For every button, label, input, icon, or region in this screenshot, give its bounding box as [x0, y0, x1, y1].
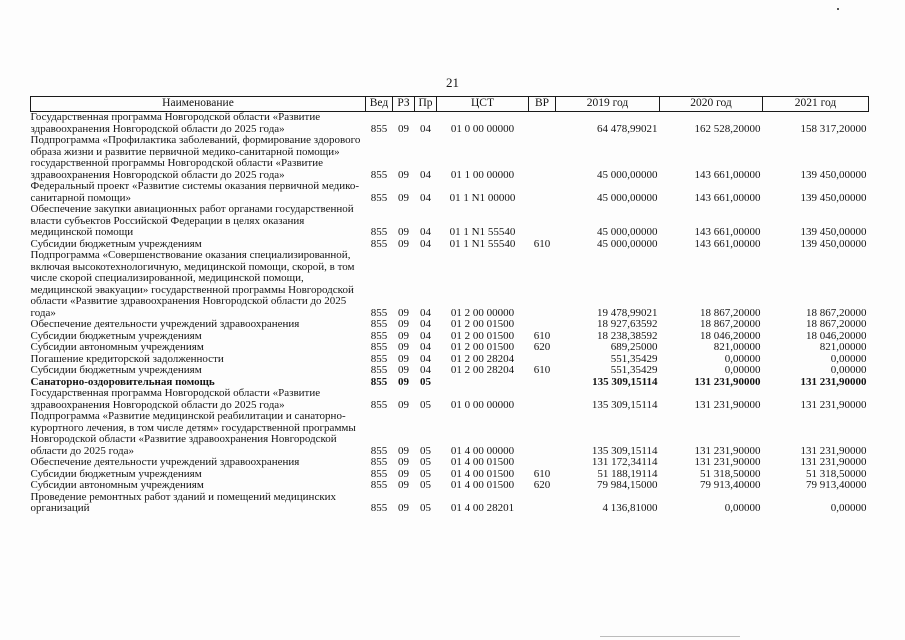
row-cst: 01 2 00 00000: [450, 306, 515, 319]
row-pr: 05: [420, 502, 431, 514]
row-pr: 04: [420, 191, 431, 204]
row-amount-2020: 143 661,00000: [694, 226, 761, 238]
row-ved: 855: [370, 306, 388, 319]
row-name: Федеральный проект «Развитие системы оказания первичной медико-санитарной помощи»: [30, 180, 360, 204]
row-vr: [529, 181, 556, 204]
row-ved: 855: [370, 226, 388, 238]
row-amount-2020: 0,00000: [724, 364, 761, 376]
row-amount-2019: 64 478,99021: [597, 122, 658, 135]
row-pr: 05: [420, 444, 431, 457]
row-amount-2020: 131 231,90000: [694, 398, 761, 411]
row-pr: 04: [420, 364, 431, 376]
row-rz: 09: [398, 168, 409, 181]
row-ved: 855: [370, 341, 388, 353]
table-row: [31, 112, 869, 136]
row-vr: [529, 135, 556, 181]
row-amount-2020: 131 231,90000: [694, 444, 761, 457]
row-name: Подпрограмма «Совершенствование оказания специализированной, включая высокотехнологичную, медицинской помощи, скорой, в том числе скорой специализированной, медицинской помощи, медицинской эвакуации» государственной программы Новгородской области «Развитие здравоохранения Новгородской области до 2025 года»: [30, 249, 355, 319]
row-cst: 01 2 00 01500: [450, 341, 515, 353]
row-rz: 09: [398, 341, 409, 353]
row-ved: 855: [370, 318, 388, 330]
row-rz: 09: [398, 306, 409, 319]
row-vr: 620: [533, 341, 551, 353]
header-name: Наименование: [31, 97, 366, 112]
row-amount-2019: 18 927,63592: [597, 318, 658, 330]
row-cst: 01 4 00 01500: [450, 467, 515, 480]
row-cst: 01 4 00 01500: [450, 479, 515, 491]
row-amount-2019: 4 136,81000: [602, 502, 658, 514]
row-amount-2021: 18 867,20000: [806, 318, 867, 330]
row-name: Проведение ремонтных работ зданий и помещений медицинских организаций: [30, 490, 337, 514]
row-amount-2019: 45 000,00000: [597, 168, 658, 181]
row-name: Субсидии бюджетным учреждениям: [30, 329, 202, 342]
row-amount-2021: 131 231,90000: [800, 375, 867, 388]
row-amount-2021: 18 046,20000: [806, 329, 867, 342]
table-row: [31, 181, 869, 204]
row-cst: 01 2 00 01500: [450, 329, 515, 342]
row-amount-2021: 18 867,20000: [806, 306, 867, 319]
row-vr: [529, 112, 556, 136]
header-pr: Пр: [415, 97, 437, 112]
row-vr: [529, 204, 556, 239]
row-rz: 09: [398, 329, 409, 342]
row-ved: 855: [370, 467, 388, 480]
table-row: [31, 204, 869, 239]
row-amount-2019: 45 000,00000: [597, 226, 658, 238]
row-cst: 01 4 00 01500: [450, 456, 515, 468]
row-vr: [529, 250, 556, 319]
row-pr: 04: [420, 352, 431, 365]
row-amount-2021: 139 450,00000: [800, 191, 867, 204]
row-amount-2019: 551,35429: [610, 364, 658, 376]
row-amount-2019: 79 984,15000: [597, 479, 658, 491]
row-amount-2020: 143 661,00000: [694, 237, 761, 250]
scan-speck: [837, 8, 839, 10]
row-vr: [529, 492, 556, 515]
row-amount-2021: 79 913,40000: [806, 479, 867, 491]
row-name: Государственная программа Новгородской области «Развитие здравоохранения Новгородской области до 2025 года»: [30, 387, 321, 411]
row-name: Обеспечение деятельности учреждений здравоохранения: [30, 318, 300, 330]
row-amount-2020: 51 318,50000: [700, 467, 761, 480]
header-2020: 2020 год: [660, 97, 763, 112]
table-row: [31, 492, 869, 515]
row-name: Субсидии бюджетным учреждениям: [30, 364, 202, 376]
row-amount-2021: 139 450,00000: [800, 226, 867, 238]
row-ved: 855: [370, 479, 388, 491]
row-pr: 04: [420, 226, 431, 238]
row-ved: 855: [370, 352, 388, 365]
row-amount-2019: 135 309,15114: [591, 398, 658, 411]
row-amount-2020: 162 528,20000: [694, 122, 761, 135]
row-amount-2020: 821,00000: [713, 341, 761, 353]
header-cst: ЦСТ: [437, 97, 529, 112]
row-ved: 855: [370, 168, 388, 181]
row-cst: 01 2 00 01500: [450, 318, 515, 330]
row-amount-2020: 18 867,20000: [700, 306, 761, 319]
row-name: Санаторно-оздоровительная помощь: [30, 375, 215, 388]
row-name: Субсидии бюджетным учреждениям: [30, 237, 202, 250]
row-ved: 855: [370, 375, 388, 388]
row-rz: 09: [398, 398, 409, 411]
row-pr: 05: [420, 456, 431, 468]
row-cst: 01 2 00 28204: [450, 364, 515, 376]
row-vr: 620: [533, 479, 551, 491]
row-ved: 855: [370, 444, 388, 457]
row-vr: 610: [533, 467, 551, 480]
row-pr: 04: [420, 168, 431, 181]
row-amount-2020: 131 231,90000: [694, 375, 761, 388]
row-rz: 09: [398, 456, 409, 468]
row-vr: 610: [533, 329, 551, 342]
row-ved: 855: [370, 398, 388, 411]
row-amount-2021: 131 231,90000: [800, 444, 867, 457]
table-body: [31, 112, 869, 515]
row-rz: 09: [398, 467, 409, 480]
row-cst: 01 0 00 00000: [450, 122, 515, 135]
row-pr: 05: [420, 467, 431, 480]
row-name: Погашение кредиторской задолженности: [30, 352, 224, 365]
row-amount-2020: 0,00000: [724, 502, 761, 514]
row-amount-2021: 51 318,50000: [806, 467, 867, 480]
row-amount-2019: 19 478,99021: [597, 306, 658, 319]
row-rz: 09: [398, 479, 409, 491]
row-cst: [437, 377, 529, 389]
row-amount-2020: 131 231,90000: [694, 456, 761, 468]
row-name: Субсидии бюджетным учреждениям: [30, 467, 202, 480]
row-amount-2019: 135 309,15114: [591, 444, 658, 457]
row-amount-2019: 131 172,34114: [591, 456, 658, 468]
table-row: [31, 480, 869, 492]
row-vr: 610: [533, 237, 551, 250]
row-name: Подпрограмма «Развитие медицинской реабилитации и санаторно-курортного лечения, в том числе детям» государственной программы Новгородской области «Развитие здравоохранения Новгородской области до 2025 года»: [30, 410, 356, 457]
row-amount-2019: 18 238,38592: [597, 329, 658, 342]
row-rz: 09: [398, 502, 409, 514]
row-rz: 09: [398, 318, 409, 330]
row-amount-2021: 821,00000: [819, 341, 867, 353]
row-ved: 855: [370, 191, 388, 204]
row-amount-2019: 135 309,15114: [592, 375, 658, 388]
table-row: [31, 319, 869, 331]
row-cst: 01 1 N1 55540: [449, 237, 516, 250]
row-cst: 01 4 00 00000: [450, 444, 515, 457]
row-rz: 09: [398, 191, 409, 204]
row-amount-2020: 143 661,00000: [694, 191, 761, 204]
row-amount-2019: 51 188,19114: [597, 467, 658, 480]
table-row: [31, 250, 869, 319]
row-amount-2021: 0,00000: [830, 352, 867, 365]
header-vr: ВР: [529, 97, 556, 112]
row-amount-2019: 45 000,00000: [597, 237, 658, 250]
row-ved: 855: [370, 122, 388, 135]
row-pr: 04: [420, 341, 431, 353]
row-pr: 05: [420, 479, 431, 491]
row-name: Обеспечение закупки авиационных работ органами государственной власти субъектов Российской Федерации в целях оказания медицинской помощи: [30, 203, 354, 238]
row-ved: 855: [370, 237, 388, 250]
row-ved: 855: [370, 364, 388, 376]
table-row: [31, 135, 869, 181]
row-pr: 05: [420, 398, 431, 411]
row-pr: 04: [420, 329, 431, 342]
row-cst: 01 1 00 00000: [450, 168, 515, 181]
row-name: Подпрограмма «Профилактика заболеваний, формирование здорового образа жизни и развитие первичной медико-санитарной помощи» государственной программы Новгородской области «Развитие здравоохранения Новгородской области до 2025 года»: [30, 134, 361, 181]
row-amount-2019: 689,25000: [610, 341, 658, 353]
row-vr: [529, 388, 556, 411]
row-rz: 09: [398, 352, 409, 365]
row-rz: 09: [398, 375, 409, 388]
row-amount-2021: 139 450,00000: [800, 168, 867, 181]
row-cst: 01 4 00 28201: [450, 502, 515, 514]
row-amount-2021: 131 231,90000: [800, 398, 867, 411]
row-amount-2020: 18 867,20000: [700, 318, 761, 330]
page-number: 21: [446, 75, 459, 90]
header-rz: РЗ: [393, 97, 415, 112]
row-cst: 01 2 00 28204: [450, 352, 515, 365]
row-rz: 09: [398, 226, 409, 238]
row-rz: 09: [398, 364, 409, 376]
table-header-row: [31, 97, 869, 112]
row-pr: 04: [420, 237, 431, 250]
row-ved: 855: [370, 456, 388, 468]
row-rz: 09: [398, 122, 409, 135]
row-pr: 04: [420, 122, 431, 135]
row-name: Субсидии автономным учреждениям: [30, 341, 204, 353]
row-ved: 855: [370, 502, 388, 514]
table-row: [31, 342, 869, 354]
table-row: [31, 365, 869, 377]
header-2019: 2019 год: [556, 97, 660, 112]
row-cst: 01 1 N1 00000: [449, 191, 516, 204]
row-name: Субсидии автономным учреждениям: [30, 479, 204, 491]
row-pr: 05: [420, 375, 431, 388]
budget-table: [30, 96, 869, 515]
row-amount-2021: 139 450,00000: [800, 237, 867, 250]
row-pr: 04: [420, 306, 431, 319]
row-cst: 01 1 N1 55540: [449, 226, 516, 238]
row-rz: 09: [398, 237, 409, 250]
row-vr: [529, 457, 556, 469]
row-amount-2021: 0,00000: [830, 502, 867, 514]
row-amount-2021: 131 231,90000: [800, 456, 867, 468]
row-vr: [529, 411, 556, 457]
row-amount-2021: 0,00000: [830, 364, 867, 376]
row-amount-2020: 18 046,20000: [700, 329, 761, 342]
row-name: Государственная программа Новгородской области «Развитие здравоохранения Новгородской области до 2025 года»: [30, 111, 321, 135]
row-amount-2020: 0,00000: [724, 352, 761, 365]
row-cst: 01 0 00 00000: [450, 398, 515, 411]
row-vr: [529, 319, 556, 331]
header-2021: 2021 год: [763, 97, 869, 112]
table-row: [31, 388, 869, 411]
header-ved: Вед: [366, 97, 393, 112]
row-amount-2019: 551,35429: [610, 352, 658, 365]
row-rz: 09: [398, 444, 409, 457]
row-amount-2020: 79 913,40000: [700, 479, 761, 491]
row-amount-2020: 143 661,00000: [694, 168, 761, 181]
table-row: [31, 411, 869, 457]
row-amount-2021: 158 317,20000: [800, 122, 867, 135]
table-row: [31, 457, 869, 469]
scan-artifact-line: [600, 636, 740, 637]
row-vr: 610: [533, 364, 551, 376]
row-ved: 855: [370, 329, 388, 342]
row-amount-2019: 45 000,00000: [597, 191, 658, 204]
row-name: Обеспечение деятельности учреждений здравоохранения: [30, 456, 300, 468]
row-vr: [529, 377, 556, 389]
row-pr: 04: [420, 318, 431, 330]
